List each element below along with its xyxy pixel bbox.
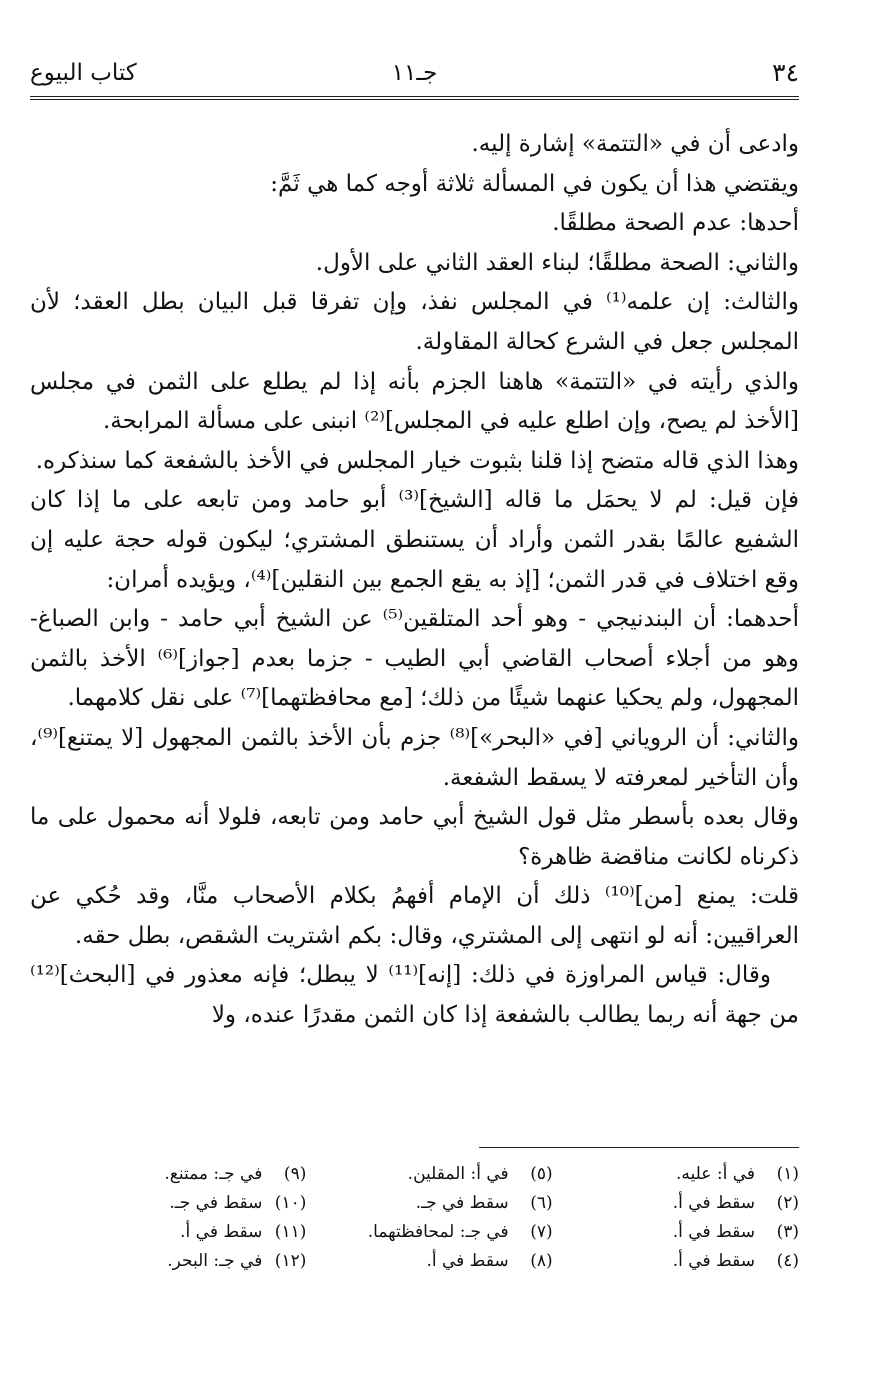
footnote-text: سقط في أ. <box>426 1251 509 1271</box>
footnote-text: سقط في أ. <box>672 1251 755 1271</box>
paragraph: فإن قيل: لم لا يحمَل ما قاله [الشيخ]⁽³⁾ أبو حامد ومن تابعه على ما إذا كان الشفيع عالمًا بقدر الثمن وأراد أن يستنطق المشتري؛ ليكون قوله حجة عليه إن وقع اختلاف في قدر الثمن؛ [إذ به يقع الجمع بين النقلين]⁽⁴⁾، ويؤيده أمران: <box>30 487 799 593</box>
footnote-number: (٧) <box>530 1222 553 1242</box>
footnote <box>553 1247 799 1276</box>
main-text <box>30 125 799 1036</box>
paragraph: ويقتضي هذا أن يكون في المسألة ثلاثة أوجه كما هي ثَمَّ: <box>270 170 799 197</box>
paragraph: قلت: يمنع [من]⁽¹⁰⁾ ذلك أن الإمام أفهمُ بكلام الأصحاب منَّا، وقد حُكي عن العراقيين: أنه لو انتهى إلى المشتري، وقال: بكم اشتريت الشقص، بطل حقه. <box>30 883 799 949</box>
footnote-text: في أ: عليه. <box>676 1164 755 1184</box>
footnote-number: (٤) <box>776 1251 799 1271</box>
page-number: ٣٤ <box>772 58 799 87</box>
footnote <box>306 1218 552 1247</box>
footnote-number: (١) <box>776 1164 799 1184</box>
footnote-text: سقط في جـ. <box>169 1193 263 1213</box>
footnote-number: (١٢) <box>274 1251 307 1271</box>
footnote-number: (٣) <box>776 1222 799 1242</box>
footnote <box>553 1218 799 1247</box>
footnote <box>60 1218 306 1247</box>
footnote-number: (١١) <box>274 1222 307 1242</box>
paragraph: والثاني: الصحة مطلقًا؛ لبناء العقد الثاني على الأول. <box>315 249 799 276</box>
footnote-number: (٢) <box>776 1193 799 1213</box>
footnote-text: سقط في أ. <box>180 1222 263 1242</box>
paragraph: وهذا الذي قاله متضح إذا قلنا بثبوت خيار المجلس في الأخذ بالشفعة كما سنذكره. <box>35 447 799 474</box>
footnote-text: في جـ: ممتنع. <box>164 1164 263 1184</box>
footnote-number: (٨) <box>530 1251 553 1271</box>
footnotes <box>60 1160 799 1276</box>
footnote-text: سقط في أ. <box>672 1193 755 1213</box>
paragraph: وقال بعده بأسطر مثل قول الشيخ أبي حامد ومن تابعه، فلولا أنه محمول على ما ذكرناه لكانت مناقضة ظاهرة؟ <box>30 804 799 870</box>
page-header <box>30 56 799 97</box>
footnote-text: في جـ: لمحافظتهما. <box>367 1222 509 1242</box>
paragraph: وادعى أن في «التتمة» إشارة إليه. <box>471 131 799 157</box>
footnote <box>553 1189 799 1218</box>
paragraph: والثالث: إن علمه⁽¹⁾ في المجلس نفذ، وإن تفرقا قبل البيان بطل العقد؛ لأن المجلس جعل في الشرع كحالة المقاولة. <box>30 289 799 355</box>
footnote-text: في جـ: البحر. <box>167 1251 263 1271</box>
paragraph: والثاني: أن الروياني [في «البحر»]⁽⁸⁾ جزم بأن الأخذ بالثمن المجهول [لا يمتنع]⁽⁹⁾، وأن التأخير لمعرفته لا يسقط الشفعة. <box>30 724 799 791</box>
footnote <box>306 1160 552 1189</box>
paragraph: وقال: قياس المراوزة في ذلك: [إنه]⁽¹¹⁾ لا يبطل؛ فإنه معذور في [البحث]⁽¹²⁾ من جهة أنه ربما يطالب بالشفعة إذا كان الثمن مقدرًا عنده، ولا <box>30 962 799 1029</box>
footnote <box>306 1189 552 1218</box>
footnote <box>60 1247 306 1276</box>
footnote-number: (٥) <box>530 1164 553 1184</box>
footnote-number: (٩) <box>283 1164 307 1184</box>
footnote-divider <box>479 1147 799 1148</box>
paragraph: والذي رأيته في «التتمة» هاهنا الجزم بأنه إذا لم يطلع على الثمن في مجلس [الأخذ لم يصح، وإن اطلع عليه في المجلس]⁽²⁾ انبنى على مسألة المرابحة. <box>30 368 799 435</box>
paragraph: أحدهما: أن البندنيجي - وهو أحد المتلقين⁽⁵⁾ عن الشيخ أبي حامد - وابن الصباغ- وهو من أجلاء أصحاب القاضي أبي الطيب - جزما بعدم [جواز]⁽⁶⁾ الأخذ بالثمن المجهول، ولم يحكيا عنهما شيئًا من ذلك؛ [مع محافظتهما]⁽⁷⁾ على نقل كلامهما. <box>30 606 799 712</box>
footnote <box>306 1247 552 1276</box>
volume-label: جـ١١ <box>391 60 438 86</box>
footnote <box>60 1189 306 1218</box>
footnote-text: في أ: المقلين. <box>407 1164 509 1184</box>
footnote <box>553 1160 799 1189</box>
footnote-number: (١٠) <box>274 1193 307 1213</box>
paragraph: أحدها: عدم الصحة مطلقًا. <box>552 210 799 237</box>
footnote <box>60 1160 306 1189</box>
footnote-number: (٦) <box>530 1193 553 1213</box>
book-title: كتاب البيوع <box>30 60 137 86</box>
footnote-text: سقط في أ. <box>672 1222 755 1242</box>
footnote-text: سقط في جـ. <box>415 1193 509 1213</box>
